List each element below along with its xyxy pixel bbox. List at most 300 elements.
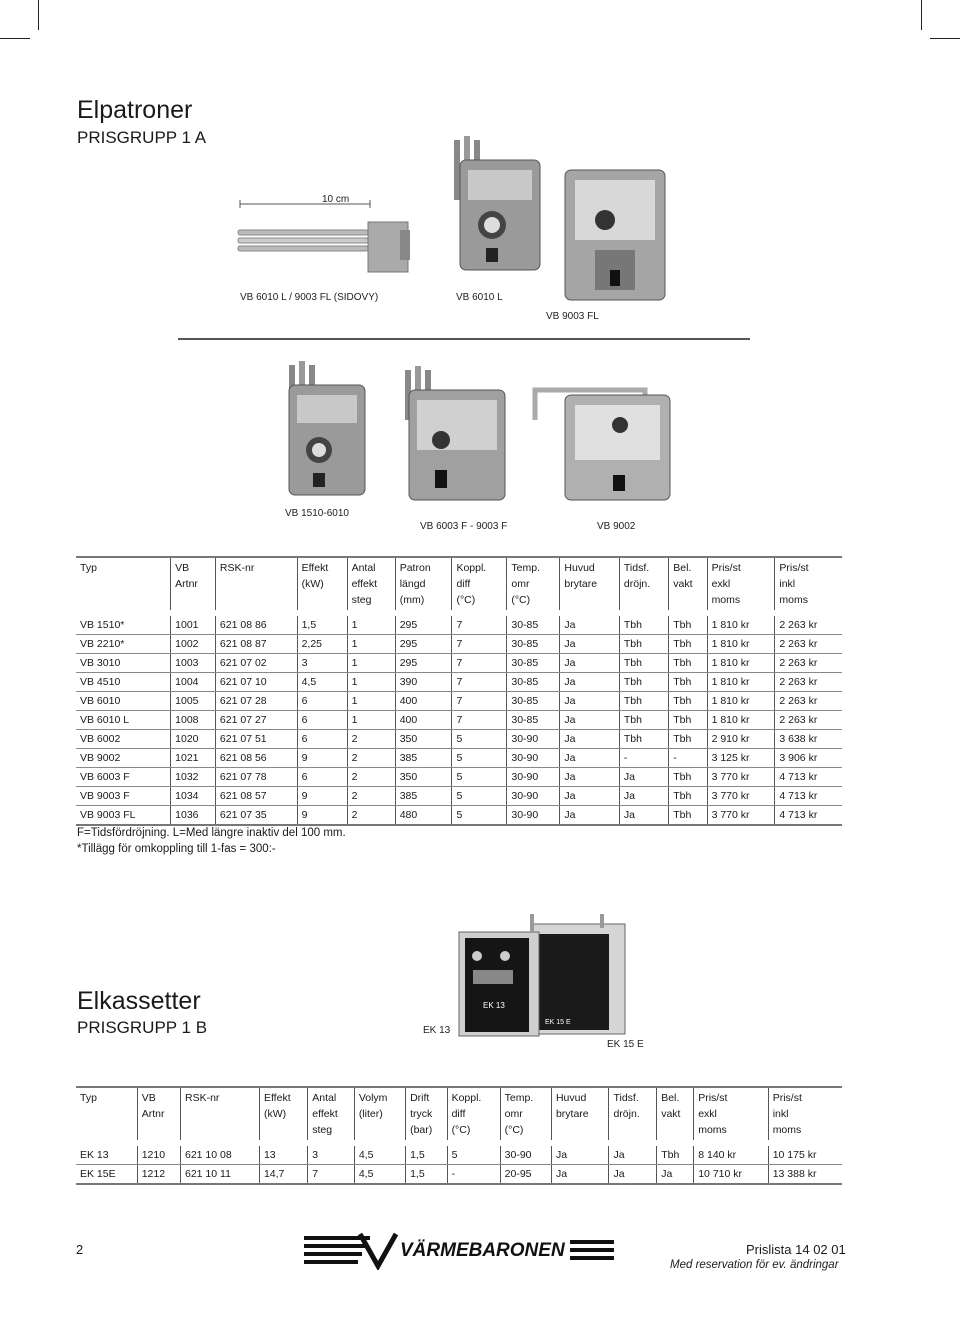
column-header-line: Huvud [555, 1092, 587, 1104]
table-cell: Tbh [619, 635, 668, 654]
table-cell: 621 07 10 [215, 673, 297, 692]
column-header [354, 1087, 405, 1143]
table-cell: 30-90 [500, 1143, 551, 1165]
elpatroner-price-table [76, 556, 842, 826]
table-cell: VB 6010 L [76, 711, 171, 730]
column-header-line: Koppl. [456, 562, 487, 574]
column-header-line: effekt [312, 1108, 338, 1120]
column-header-line: steg [312, 1124, 333, 1136]
table-cell: 350 [395, 768, 452, 787]
column-header-line: effekt [351, 578, 378, 590]
column-header-line: (°C) [511, 594, 531, 606]
table-cell: 3 770 kr [707, 806, 775, 826]
column-header-line: (°C) [456, 594, 476, 606]
table-cell: 5 [452, 749, 507, 768]
table-cell: 2 263 kr [775, 613, 842, 635]
column-header-line: Koppl. [451, 1092, 482, 1104]
column-header-line: exkl [698, 1108, 717, 1120]
table-cell: Ja [609, 1143, 657, 1165]
column-header-line: brytare [564, 578, 598, 590]
table-cell: 20-95 [500, 1165, 551, 1185]
table-cell: 7 [308, 1165, 355, 1185]
table-cell: VB 1510* [76, 613, 171, 635]
column-header-line: Drift [410, 1092, 430, 1104]
table-cell: VB 6010 [76, 692, 171, 711]
table-cell: 385 [395, 787, 452, 806]
table-cell: - [619, 749, 668, 768]
product-photo-vb9003fl [555, 140, 675, 310]
table-cell: 1 810 kr [707, 692, 775, 711]
column-header-line: diff [451, 1108, 466, 1120]
column-header-line: vakt [673, 578, 693, 590]
table-cell: 30-85 [507, 692, 560, 711]
table-cell: 1 810 kr [707, 635, 775, 654]
table-cell: 1032 [171, 768, 216, 787]
column-header-line: moms [711, 594, 741, 606]
column-header [560, 557, 620, 613]
table-cell: Ja [551, 1143, 609, 1165]
column-header-line: Typ [80, 1092, 97, 1104]
table-cell: Tbh [669, 613, 707, 635]
table-cell: 4 713 kr [775, 787, 842, 806]
column-header-line: Antal [351, 562, 376, 574]
crop-mark [38, 0, 39, 30]
table-row [76, 749, 842, 768]
table-cell: 13 388 kr [768, 1165, 842, 1185]
table-row [76, 1165, 842, 1185]
table-cell: 6 [297, 730, 347, 749]
table-cell: 2 263 kr [775, 692, 842, 711]
column-header-line: Effekt [263, 1092, 291, 1104]
table-cell: Tbh [669, 806, 707, 826]
brand-wordmark: VÄRMEBARONEN [400, 1240, 565, 1261]
table-cell: 1 810 kr [707, 613, 775, 635]
column-header-line: Effekt [301, 562, 329, 574]
column-header [171, 557, 216, 613]
table-cell: Ja [560, 806, 620, 826]
column-header-line: dröjn. [613, 1108, 640, 1120]
table-row [76, 768, 842, 787]
table-cell: 30-90 [507, 806, 560, 826]
product-photo-vb1510-6010 [275, 355, 375, 505]
column-header [395, 557, 452, 613]
crop-mark [930, 38, 960, 39]
product-photo-vb9002 [525, 380, 675, 510]
column-header-line: brytare [555, 1108, 589, 1120]
table-row [76, 730, 842, 749]
table-cell: Ja [560, 654, 620, 673]
caption-sidovy: VB 6010 L / 9003 FL (SIDOVY) [240, 292, 379, 303]
scale-label: 10 cm [322, 194, 350, 205]
column-header-line: längd [399, 578, 426, 590]
table-cell: 350 [395, 730, 452, 749]
column-header [137, 1087, 180, 1143]
table-cell: Tbh [619, 730, 668, 749]
table-cell: VB 2210* [76, 635, 171, 654]
table-cell: 4 713 kr [775, 768, 842, 787]
table-cell: Tbh [669, 787, 707, 806]
table-cell: 6 [297, 692, 347, 711]
column-header [609, 1087, 657, 1143]
table-cell: 2 263 kr [775, 654, 842, 673]
column-header [669, 557, 707, 613]
table-cell: 1004 [171, 673, 216, 692]
column-header-line: Temp. [511, 562, 540, 574]
table-cell: 295 [395, 613, 452, 635]
table-cell: 2 [347, 730, 395, 749]
column-header-line: Pris/st [772, 1092, 802, 1104]
table-cell: Tbh [669, 692, 707, 711]
column-header-line: Typ [80, 562, 97, 574]
table-cell: 7 [452, 635, 507, 654]
section2-title: Elkassetter [77, 987, 201, 1015]
table-cell: 2 910 kr [707, 730, 775, 749]
table-cell: VB 9003 FL [76, 806, 171, 826]
table-cell: 1 810 kr [707, 711, 775, 730]
table-cell: 4,5 [354, 1143, 405, 1165]
table-cell: 1 [347, 635, 395, 654]
table-cell: Tbh [669, 654, 707, 673]
footnote-omkoppling: *Tillägg för omkoppling till 1-fas = 300:- [77, 843, 276, 855]
table-cell: 2 [347, 787, 395, 806]
column-header [768, 1087, 842, 1143]
table-cell: 621 07 35 [215, 806, 297, 826]
table-row [76, 692, 842, 711]
table-cell: Ja [560, 673, 620, 692]
table-cell: Ja [657, 1165, 694, 1185]
column-header-line: Huvud [564, 562, 595, 574]
table-cell: Ja [560, 613, 620, 635]
table-cell: 2,25 [297, 635, 347, 654]
column-header [406, 1087, 447, 1143]
column-header-line: Bel. [661, 1092, 680, 1104]
table-cell: 30-85 [507, 613, 560, 635]
product-photo-vb6010l [440, 130, 545, 280]
table-cell: Tbh [619, 711, 668, 730]
table-cell: 8 140 kr [694, 1143, 768, 1165]
table-cell: 1212 [137, 1165, 180, 1185]
table-cell: 1 [347, 711, 395, 730]
column-header-line: RSK-nr [185, 1092, 220, 1104]
column-header-line: (°C) [451, 1124, 471, 1136]
table-cell: 1 [347, 692, 395, 711]
table-cell: 1,5 [406, 1143, 447, 1165]
caption-ek13: EK 13 [423, 1025, 451, 1036]
table-cell: 7 [452, 692, 507, 711]
table-cell: 5 [447, 1143, 500, 1165]
column-header [347, 557, 395, 613]
table-cell: 390 [395, 673, 452, 692]
product-photo-ek13-ek15e [455, 912, 630, 1037]
column-header-line: VB [141, 1092, 156, 1104]
column-header-line: omr [511, 578, 530, 590]
table-cell: 1021 [171, 749, 216, 768]
table-cell: 621 10 11 [181, 1165, 260, 1185]
table-cell: Tbh [669, 768, 707, 787]
table-cell: 3 770 kr [707, 768, 775, 787]
table-cell: 2 [347, 806, 395, 826]
column-header-line: Pris/st [711, 562, 741, 574]
price-list-date: Prislista 14 02 01 [746, 1242, 846, 1257]
column-header-line: exkl [711, 578, 731, 590]
table-cell: 6 [297, 711, 347, 730]
column-header-line: omr [504, 1108, 523, 1120]
table-cell: 5 [452, 806, 507, 826]
column-header [551, 1087, 609, 1143]
column-header-line: (liter) [358, 1108, 383, 1120]
table-cell: VB 4510 [76, 673, 171, 692]
table-cell: Ja [551, 1165, 609, 1185]
table-cell: 9 [297, 749, 347, 768]
table-cell: Tbh [619, 692, 668, 711]
column-header-line: Volym [358, 1092, 388, 1104]
column-header-line: Pris/st [698, 1092, 728, 1104]
table-cell: 3 125 kr [707, 749, 775, 768]
table-cell: 7 [452, 613, 507, 635]
column-header [259, 1087, 307, 1143]
column-header [181, 1087, 260, 1143]
column-header-line: (kW) [263, 1108, 287, 1120]
column-header-line: (bar) [410, 1124, 433, 1136]
table-cell: 1008 [171, 711, 216, 730]
section1-title: Elpatroner [77, 96, 193, 124]
column-header-line: Pris/st [779, 562, 809, 574]
table-cell: 621 08 57 [215, 787, 297, 806]
column-header [619, 557, 668, 613]
varmebaronen-logo [300, 1230, 620, 1270]
table-cell: Tbh [669, 730, 707, 749]
table-row [76, 673, 842, 692]
table-cell: VB 9002 [76, 749, 171, 768]
table-cell: 3 [297, 654, 347, 673]
table-cell: 30-85 [507, 654, 560, 673]
table-cell: 385 [395, 749, 452, 768]
table-cell: 3 770 kr [707, 787, 775, 806]
column-header [707, 557, 775, 613]
table-cell: 621 08 56 [215, 749, 297, 768]
table-cell: Tbh [669, 711, 707, 730]
column-header-line: inkl [772, 1108, 789, 1120]
table-cell: 5 [452, 787, 507, 806]
product-photo-vb6003f-9003f [395, 360, 515, 510]
table-cell: VB 9003 F [76, 787, 171, 806]
column-header [297, 557, 347, 613]
table-cell: 30-85 [507, 673, 560, 692]
table-cell: 1 810 kr [707, 654, 775, 673]
column-header [452, 557, 507, 613]
table-cell: 5 [452, 730, 507, 749]
table-cell: 1034 [171, 787, 216, 806]
table-row [76, 1143, 842, 1165]
column-header [308, 1087, 355, 1143]
table-cell: 621 07 28 [215, 692, 297, 711]
table-cell: Ja [560, 730, 620, 749]
table-cell: Ja [560, 635, 620, 654]
table-cell: VB 3010 [76, 654, 171, 673]
column-header-line: Bel. [673, 562, 692, 574]
column-header-line: steg [351, 594, 372, 606]
table-cell: 621 07 51 [215, 730, 297, 749]
table-cell: VB 6003 F [76, 768, 171, 787]
table-cell: - [669, 749, 707, 768]
table-cell: 10 710 kr [694, 1165, 768, 1185]
table-cell: Ja [619, 768, 668, 787]
table-cell: Ja [560, 768, 620, 787]
column-header-line: Tidsf. [613, 1092, 639, 1104]
table-cell: Tbh [669, 635, 707, 654]
table-cell: Ja [619, 787, 668, 806]
table-cell: 2 263 kr [775, 635, 842, 654]
table-cell: 7 [452, 673, 507, 692]
table-cell: 1 [347, 673, 395, 692]
caption-vb6010l: VB 6010 L [456, 292, 503, 303]
table-cell: EK 15E [76, 1165, 137, 1185]
section1-subtitle: PRISGRUPP 1 A [77, 128, 207, 147]
table-cell: Tbh [619, 613, 668, 635]
table-cell: 3 638 kr [775, 730, 842, 749]
table-row [76, 654, 842, 673]
table-cell: 1036 [171, 806, 216, 826]
table-cell: 7 [452, 711, 507, 730]
column-header [694, 1087, 768, 1143]
column-header-line: Patron [399, 562, 431, 574]
table-cell: 4,5 [297, 673, 347, 692]
table-cell: 480 [395, 806, 452, 826]
table-cell: 3 [308, 1143, 355, 1165]
table-cell: 2 263 kr [775, 711, 842, 730]
table-cell: Tbh [669, 673, 707, 692]
table-cell: 2 [347, 749, 395, 768]
table-cell: 1210 [137, 1143, 180, 1165]
table-cell: 1,5 [297, 613, 347, 635]
table-cell: Ja [560, 787, 620, 806]
ek13-device-label: EK 13 [483, 1001, 505, 1010]
table-cell: 2 [347, 768, 395, 787]
caption-vb9003fl: VB 9003 FL [546, 311, 599, 322]
footnote-tidsfordrojning: F=Tidsfördröjning. L=Med längre inaktiv del 100 mm. [77, 827, 346, 839]
table-cell: Ja [609, 1165, 657, 1185]
column-header [215, 557, 297, 613]
table-cell: Tbh [619, 673, 668, 692]
table-cell: 9 [297, 787, 347, 806]
table-cell: 3 906 kr [775, 749, 842, 768]
table-cell: 621 08 86 [215, 613, 297, 635]
table-cell: 621 08 87 [215, 635, 297, 654]
caption-ek15e: EK 15 E [607, 1039, 644, 1050]
table-cell: 2 263 kr [775, 673, 842, 692]
table-cell: 295 [395, 654, 452, 673]
table-cell: 1020 [171, 730, 216, 749]
column-header [76, 1087, 137, 1143]
table-cell: 30-90 [507, 768, 560, 787]
ek15e-device-label: EK 15 E [545, 1019, 571, 1026]
table-cell: 14,7 [259, 1165, 307, 1185]
table-row [76, 613, 842, 635]
caption-vb1510-6010: VB 1510-6010 [285, 508, 349, 519]
table-cell: 4 713 kr [775, 806, 842, 826]
table-cell: 30-90 [507, 749, 560, 768]
column-header-line: Tidsf. [623, 562, 650, 574]
table-cell: 1001 [171, 613, 216, 635]
table-cell: 621 10 08 [181, 1143, 260, 1165]
table-row [76, 711, 842, 730]
column-header-line: moms [698, 1124, 727, 1136]
table-cell: Tbh [619, 654, 668, 673]
divider-rule [178, 338, 750, 340]
elkassetter-price-table [76, 1086, 842, 1185]
caption-vb9002: VB 9002 [597, 521, 636, 532]
table-cell: 30-90 [507, 730, 560, 749]
table-cell: - [447, 1165, 500, 1185]
table-cell: 621 07 02 [215, 654, 297, 673]
column-header [775, 557, 842, 613]
crop-mark [921, 0, 922, 30]
table-cell: 5 [452, 768, 507, 787]
table-header-row [76, 557, 842, 613]
table-cell: 7 [452, 654, 507, 673]
table-cell: VB 6002 [76, 730, 171, 749]
caption-vb6003f-9003f: VB 6003 F - 9003 F [420, 521, 508, 532]
table-cell: 4,5 [354, 1165, 405, 1185]
table-cell: Tbh [657, 1143, 694, 1165]
table-cell: EK 13 [76, 1143, 137, 1165]
section2-subtitle: PRISGRUPP 1 B [77, 1018, 208, 1037]
column-header [447, 1087, 500, 1143]
table-cell: 1002 [171, 635, 216, 654]
table-cell: Ja [560, 749, 620, 768]
column-header [76, 557, 171, 613]
column-header [507, 557, 560, 613]
column-header-line: diff [456, 578, 471, 590]
table-cell: 1 [347, 654, 395, 673]
table-cell: 13 [259, 1143, 307, 1165]
column-header-line: VB [175, 562, 190, 574]
crop-mark [0, 38, 30, 39]
column-header-line: Antal [312, 1092, 337, 1104]
column-header-line: moms [779, 594, 808, 606]
table-cell: 400 [395, 692, 452, 711]
column-header [657, 1087, 694, 1143]
reservation-note: Med reservation för ev. ändringar [670, 1259, 839, 1271]
table-cell: 1 810 kr [707, 673, 775, 692]
column-header-line: Artnr [141, 1108, 165, 1120]
table-cell: 295 [395, 635, 452, 654]
table-cell: 10 175 kr [768, 1143, 842, 1165]
table-cell: 30-85 [507, 711, 560, 730]
table-cell: 621 07 78 [215, 768, 297, 787]
column-header-line: Artnr [175, 578, 198, 590]
table-cell: 30-85 [507, 635, 560, 654]
table-row [76, 635, 842, 654]
column-header-line: (°C) [504, 1124, 524, 1136]
table-cell: 400 [395, 711, 452, 730]
table-cell: 9 [297, 806, 347, 826]
table-cell: 6 [297, 768, 347, 787]
table-cell: 621 07 27 [215, 711, 297, 730]
column-header-line: moms [772, 1124, 802, 1136]
column-header-line: inkl [779, 578, 796, 590]
table-row [76, 806, 842, 826]
table-cell: Ja [619, 806, 668, 826]
column-header-line: (kW) [301, 578, 324, 590]
table-cell: Ja [560, 692, 620, 711]
table-cell: 1005 [171, 692, 216, 711]
column-header [500, 1087, 551, 1143]
table-cell: 30-90 [507, 787, 560, 806]
table-cell: 1,5 [406, 1165, 447, 1185]
table-row [76, 787, 842, 806]
column-header-line: vakt [661, 1108, 681, 1120]
